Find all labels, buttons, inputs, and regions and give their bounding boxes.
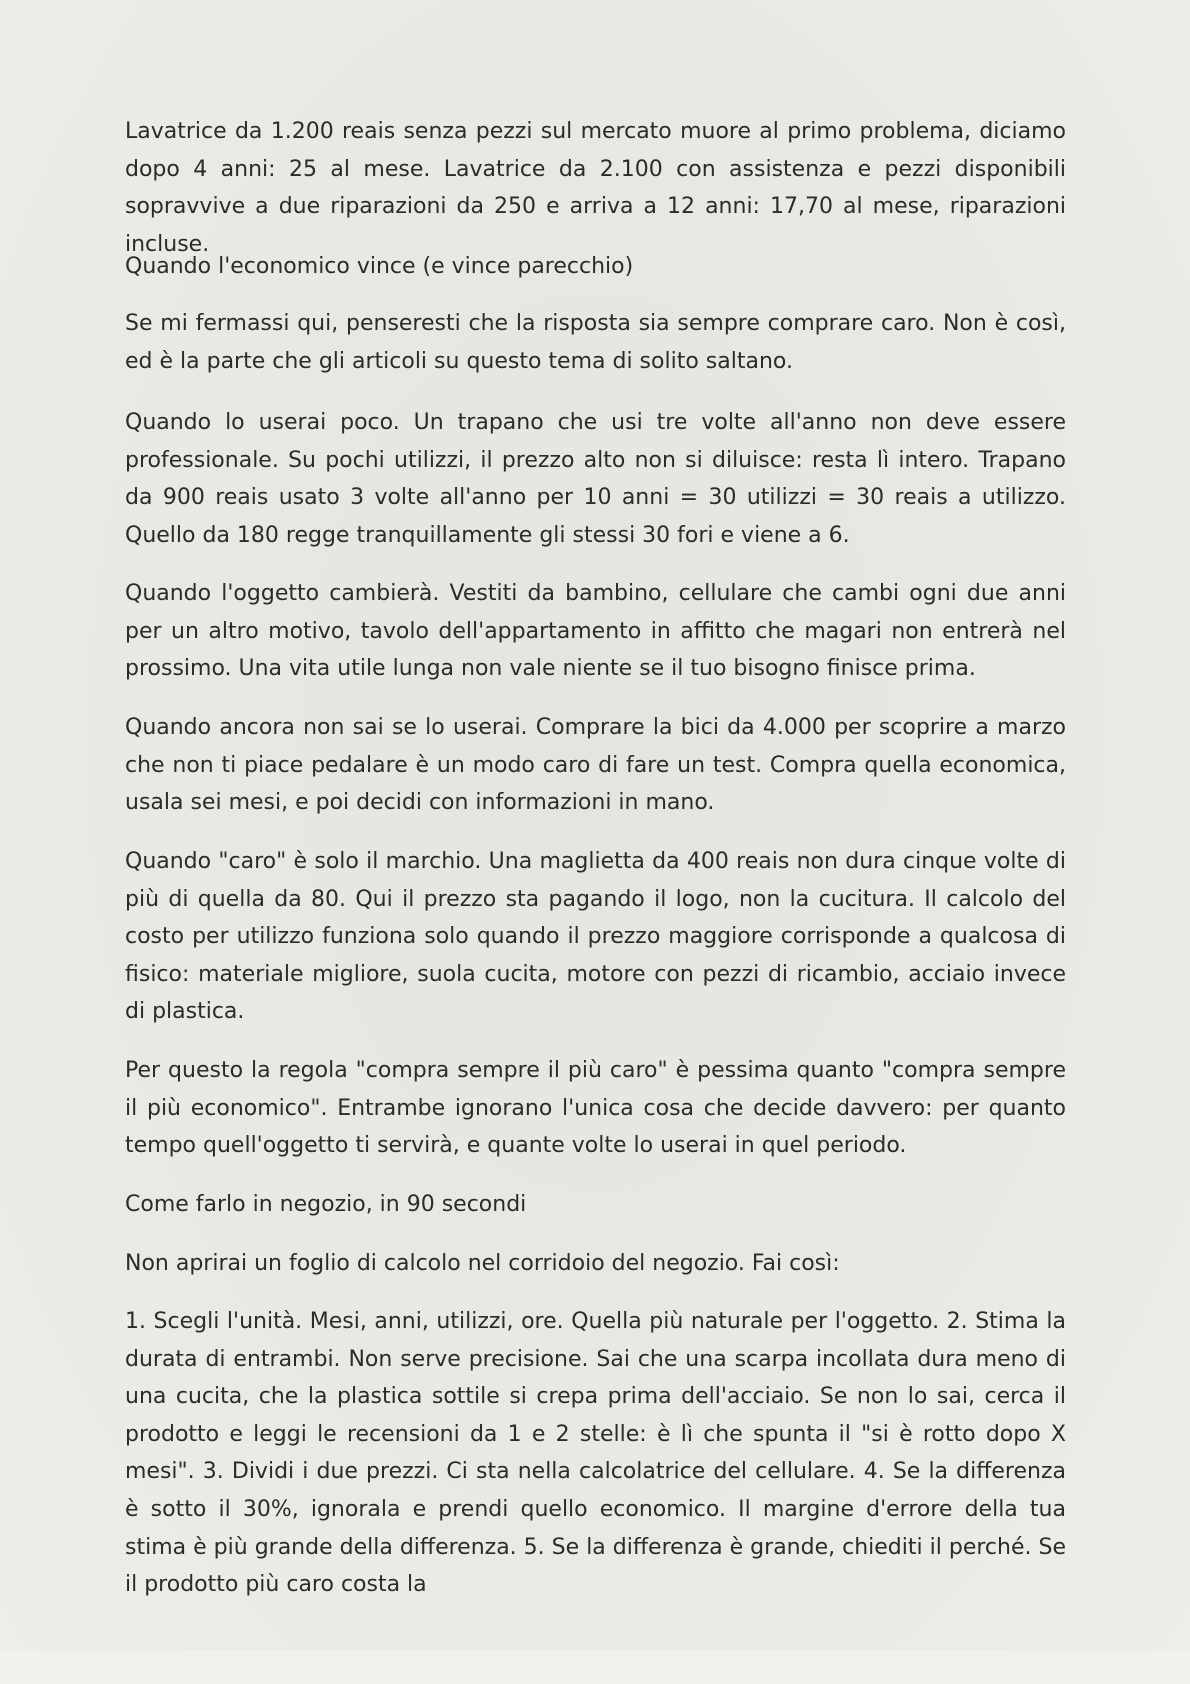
paragraph-use-little: Quando lo userai poco. Un trapano che usi tre volte all'anno non deve essere professionale. Su pochi utilizzi, il prezzo alto non si diluisce: resta lì intero. Trapano da 900 reais usato 3 volte all'anno per 10 anni = 30 utilizzi = 30 reais a utilizzo. Quello da 180 regge tranquillamente gli stessi 30 fori e viene a 6. [125,410,1066,548]
paragraph-steps: 1. Scegli l'unità. Mesi, anni, utilizzi, ore. Quella più naturale per l'oggetto. 2. Stima la durata di entrambi. Non serve precisione. Sai che una scarpa incollata dura meno di una cucita, che la plastica sottile si crepa prima dell'acciaio. Se non lo sai, cerca il prodotto e leggi le recensioni da 1 e 2 stelle: è lì che spunta il "si è rotto dopo X mesi". 3. Dividi i due prezzi. Ci sta nella calcolatrice del cellulare. 4. Se la differenza è sotto il 30%, ignorala e prendi quello economico. Il margine d'errore della tua stima è più grande della differenza. 5. Se la differenza è grande, chiediti il perché. Se il prodotto più caro costa la [125,1309,1066,1598]
paragraph-object-changes: Quando l'oggetto cambierà. Vestiti da bambino, cellulare che cambi ogni due anni per un altro motivo, tavolo dell'appartamento in affitto che magari non entrerà nel prossimo. Una vita utile lunga non vale niente se il tuo bisogno finisce prima. [125,581,1066,682]
paragraph-rule: Per questo la regola "compra sempre il più caro" è pessima quanto "compra sempre il più economico". Entrambe ignorano l'unica cosa che decide davvero: per quanto tempo quell'oggetto ti servirà, e quante volte lo userai in quel periodo. [125,1058,1066,1159]
paragraph-brand-only: Quando "caro" è solo il marchio. Una maglietta da 400 reais non dura cinque volte di più di quella da 80. Qui il prezzo sta pagando il logo, non la cucitura. Il calcolo del costo per utilizzo funziona solo quando il prezzo maggiore corrisponde a qualcosa di fisico: materiale migliore, suola cucita, motore con pezzi di ricambio, acciaio invece di plastica. [125,849,1066,1025]
paragraph-intro-cheap: Se mi fermassi qui, penseresti che la risposta sia sempre comprare caro. Non è così, ed è la parte che gli articoli su questo tema di solito saltano. [125,311,1066,374]
paragraph-not-sure: Quando ancora non sai se lo userai. Comprare la bici da 4.000 per scoprire a marzo che non ti piace pedalare è un modo caro di fare un test. Compra quella economica, usala sei mesi, e poi decidi con informazioni in mano. [125,715,1066,816]
section-heading-cheap-wins: Quando l'economico vince (e vince parecchio) [125,254,634,279]
page-bottom-margin [0,1650,1190,1684]
paragraph-washing-machine: Lavatrice da 1.200 reais senza pezzi sul mercato muore al primo problema, diciamo dopo 4 anni: 25 al mese. Lavatrice da 2.100 con assistenza e pezzi disponibili sopravvive a due riparazioni da 250 e arriva a 12 anni: 17,70 al mese, riparazioni incluse. [125,119,1066,257]
section-heading-in-store: Come farlo in negozio, in 90 secondi [125,1192,527,1217]
paragraph-no-spreadsheet: Non aprirai un foglio di calcolo nel corridoio del negozio. Fai così: [125,1251,840,1276]
